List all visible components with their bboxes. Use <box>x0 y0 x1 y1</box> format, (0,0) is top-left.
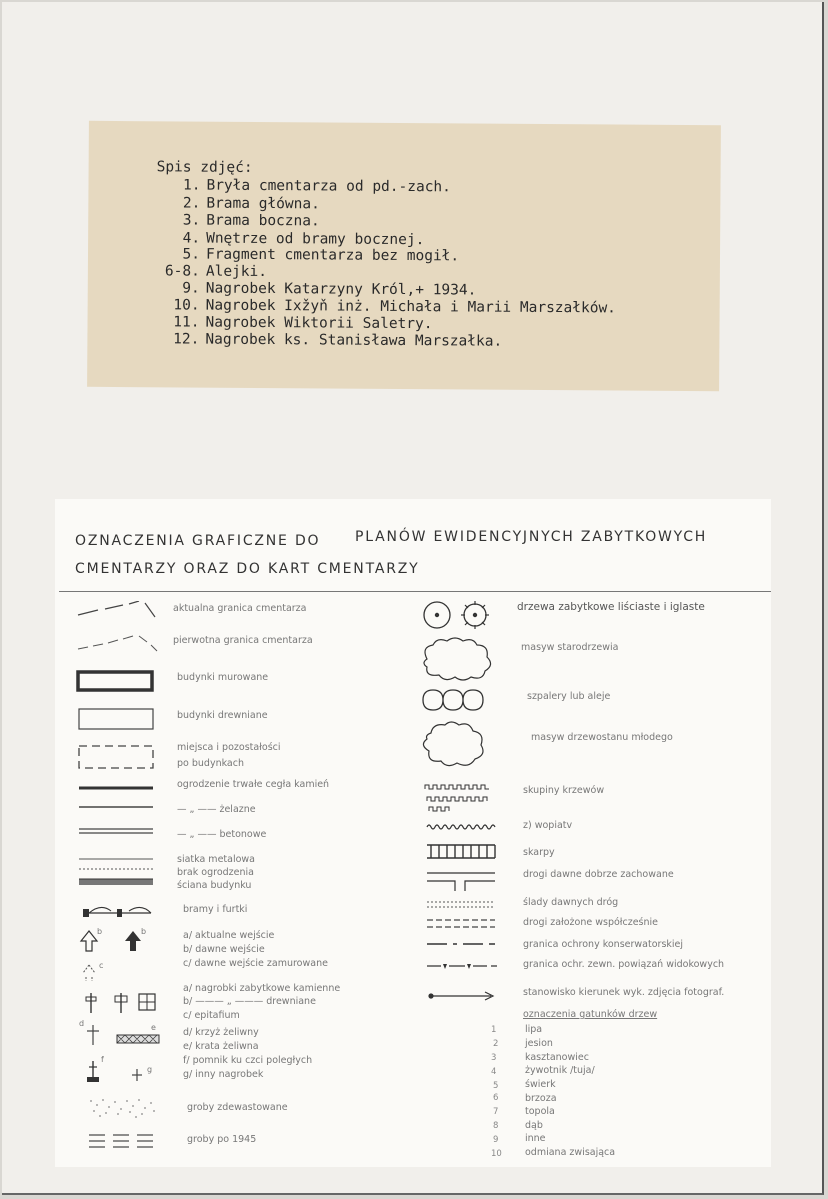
label-tree-rows: szpalery lub aleje <box>527 691 611 702</box>
label-gates: bramy i furtki <box>183 904 248 915</box>
label-permanent-fence: ogrodzenie trwałe cegła kamień <box>177 779 330 790</box>
photo-list-item: 1. Bryła cmentarza od pd.-zach. <box>182 177 451 196</box>
cross-grate-symbol <box>81 1021 171 1051</box>
label-photo-station: stanowisko kierunek wyk. zdjęcia fotograf. <box>523 987 725 998</box>
tree-species-name: świerk <box>525 1079 556 1090</box>
label-old-roads: drogi dawne dobrze zachowane <box>523 869 674 880</box>
label-view-protection-boundary: granica ochr. zewn. powiązań widokowych <box>523 959 725 970</box>
legend-sheet <box>55 499 771 1167</box>
label-escarpment: skarpy <box>523 847 555 858</box>
photo-list-item: 6-8. Alejki. <box>164 263 268 281</box>
label-original-boundary: pierwotna granica cmentarza <box>173 635 313 646</box>
photo-list-item: 5. Fragment cmentarza bez mogił. <box>182 246 460 265</box>
photo-list-item: 2. Brama główna. <box>182 195 320 213</box>
label-historic-trees: drzewa zabytkowe liściaste i iglaste <box>517 601 705 613</box>
cross-sup-d: d <box>79 1019 85 1028</box>
label-tombs-b: b/ ——— „ ——— drewniane <box>183 996 316 1007</box>
escarpment-symbol <box>425 842 505 862</box>
label-iron-fence: — „ —— żelazne <box>177 804 256 815</box>
label-shrubs: skupiny krzewów <box>523 785 605 796</box>
photo-station-symbol <box>425 989 505 1003</box>
photo-list-item: 12. Nagrobek ks. Stanisława Marszałka. <box>173 331 503 350</box>
legend-title-line2: CMENTARZY ORAZ DO KART CMENTARZY <box>75 561 420 577</box>
photo-list-item: 10. Nagrobek Ixžyň inż. Michała i Marii Marszałków. <box>173 297 617 317</box>
old-tree-stand-symbol <box>417 635 497 685</box>
legend-title-part1: OZNACZENIA GRAFICZNE DO <box>75 533 321 549</box>
tree-species-name: żywotnik /tuja/ <box>525 1065 595 1076</box>
entrance-sup-b: b <box>97 927 103 936</box>
historic-trees-symbol <box>421 599 501 631</box>
photo-list-title: Spis zdjęć: <box>156 159 253 176</box>
entrance-sup-c: c <box>99 961 104 970</box>
masonry-building-symbol <box>75 669 157 695</box>
tree-species-name: kasztanowiec <box>525 1052 589 1063</box>
tree-species-name: odmiana zwisająca <box>525 1147 616 1158</box>
label-entrance-a: a/ aktualne wejście <box>183 930 275 941</box>
tree-species-number: 7 <box>493 1107 499 1117</box>
tree-species-number: 6 <box>493 1093 499 1103</box>
devastated-graves-symbol <box>81 1095 171 1121</box>
label-remains-2: po budynkach <box>177 758 244 769</box>
tree-species-number: 2 <box>493 1039 499 1049</box>
photo-list-item: 4. Wnętrze od bramy bocznej. <box>182 230 425 249</box>
protection-boundary-symbol <box>425 939 505 949</box>
label-tombs-g: g/ inny nagrobek <box>183 1069 264 1080</box>
photo-list-item: 3. Brama boczna. <box>182 212 320 230</box>
tree-species-number: 1 <box>491 1025 497 1035</box>
tree-species-number: 4 <box>491 1067 497 1077</box>
label-wooden-buildings: budynki drewniane <box>177 710 268 721</box>
label-new-roads: drogi założone współcześnie <box>523 917 659 928</box>
label-concrete-fence: — „ —— betonowe <box>177 829 267 840</box>
label-young-tree-stand: masyw drzewostanu młodego <box>531 732 673 743</box>
monument-sup-f: f <box>101 1055 104 1064</box>
photo-list-item: 9. Nagrobek Katarzyny Król,+ 1934. <box>182 280 477 299</box>
tree-species-name: inne <box>525 1133 546 1144</box>
label-entrance-c: c/ dawne wejście zamurowane <box>183 958 328 969</box>
label-post-1945-graves: groby po 1945 <box>187 1134 257 1145</box>
label-entrance-b: b/ dawne wejście <box>183 944 265 955</box>
label-tombs-c: c/ epitafium <box>183 1010 240 1021</box>
label-tombs-e: e/ krata żeliwna <box>183 1041 259 1052</box>
label-tombs-f: f/ pomnik ku czci poległych <box>183 1055 313 1066</box>
old-roads-symbol <box>425 869 505 895</box>
label-protection-boundary: granica ochrony konserwatorskiej <box>523 939 684 950</box>
post-1945-graves-symbol <box>85 1129 165 1159</box>
current-boundary-symbol <box>73 601 163 621</box>
entrance-arrows-symbol <box>77 927 177 987</box>
label-masonry-buildings: budynki murowane <box>177 672 269 683</box>
label-old-tree-stand: masyw starodrzewia <box>521 642 619 653</box>
tree-species-name: dąb <box>525 1120 543 1131</box>
wop-symbol <box>425 821 505 833</box>
view-protection-boundary-symbol <box>425 959 505 973</box>
mesh-fence-symbols <box>77 855 159 895</box>
young-tree-stand-symbol <box>417 719 497 771</box>
tree-species-number: 3 <box>491 1053 497 1063</box>
tombstones-symbol <box>81 989 171 1019</box>
photo-list-card <box>87 121 721 391</box>
tree-species-name: lipa <box>525 1024 543 1035</box>
shrubs-symbol <box>421 781 501 815</box>
label-current-boundary: aktualna granica cmentarza <box>173 603 307 614</box>
tree-species-name: topola <box>525 1106 555 1117</box>
wooden-building-symbol <box>77 707 159 733</box>
grate-sup-e: e <box>151 1023 156 1032</box>
label-remains-1: miejsca i pozostałości <box>177 742 281 753</box>
tree-species-name: brzoza <box>525 1093 557 1104</box>
monument-symbol <box>81 1059 171 1089</box>
label-devastated-graves: groby zdewastowane <box>187 1102 288 1113</box>
tree-species-number: 9 <box>493 1135 499 1145</box>
label-tombs-a: a/ nagrobki zabytkowe kamienne <box>183 983 341 994</box>
entrance-sup-b2: b <box>141 927 147 936</box>
label-road-traces: ślady dawnych dróg <box>523 897 619 908</box>
gates-symbol <box>81 899 163 923</box>
original-boundary-symbol <box>73 633 163 655</box>
label-mesh-fence: siatka metalowa <box>177 854 255 865</box>
legend-divider <box>59 591 771 592</box>
new-roads-symbol <box>425 917 505 931</box>
iron-fence-symbol <box>77 803 159 813</box>
legend-title-part2: PLANÓW EWIDENCYJNYCH ZABYTKOWYCH <box>355 529 708 545</box>
permanent-fence-symbol <box>77 783 159 793</box>
label-tree-species-title: oznaczenia gatunków drzew <box>523 1009 658 1020</box>
tree-species-number: 8 <box>493 1121 499 1131</box>
remains-building-symbol <box>77 743 159 773</box>
tree-species-number: 5 <box>493 1081 499 1091</box>
monument-sup-g: g <box>147 1065 153 1074</box>
label-tombs-d: d/ krzyż żeliwny <box>183 1027 259 1038</box>
photo-list-item: 11. Nagrobek Wiktorii Saletry. <box>173 314 433 333</box>
concrete-fence-symbol <box>77 827 159 837</box>
label-building-wall: ściana budynku <box>177 880 252 891</box>
label-no-fence: brak ogrodzenia <box>177 867 254 878</box>
paper-sheet <box>2 2 824 1195</box>
label-wop: z) wopiatv <box>523 820 573 831</box>
tree-species-name: jesion <box>525 1038 553 1049</box>
tree-species-number: 10 <box>491 1149 502 1159</box>
tree-rows-symbol <box>419 687 499 713</box>
road-traces-symbol <box>425 899 505 911</box>
